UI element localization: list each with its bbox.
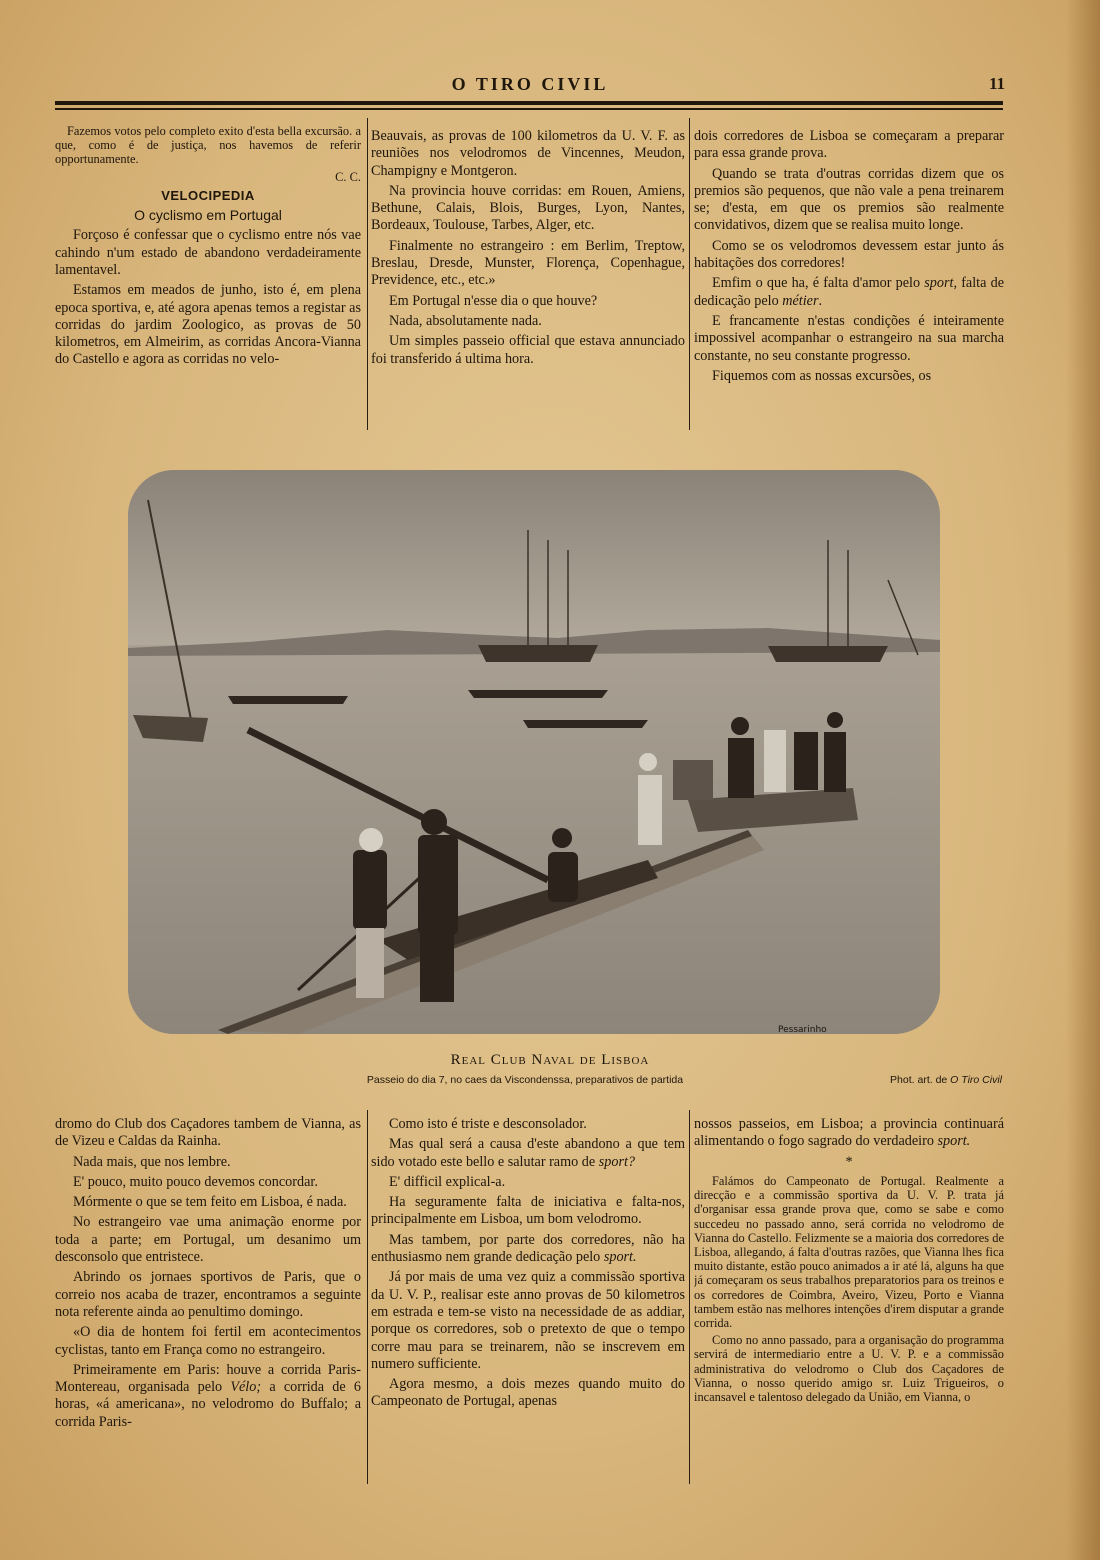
paragraph: Mas qual será a causa d'este abandono a que tem sido votado este bello e salutar ramo de sport? (371, 1136, 685, 1170)
top-column-3 (694, 128, 1004, 430)
paragraph: Nada, absolutamente nada. (389, 312, 542, 329)
section-subheading: O cyclismo em Portugal (134, 207, 282, 224)
paragraph: Abrindo os jornaes sportivos de Paris, que o correio nos acaba de trazer, encontramos a seguinte nota referente ainda ao penultimo domingo. (55, 1269, 361, 1320)
paragraph: nossos passeios, em Lisboa; a provincia continuará alimentando o fogo sagrado do verdadeiro sport. (694, 1116, 1004, 1150)
paragraph: Agora mesmo, a dois mezes quando muito do Campeonato de Portugal, apenas (371, 1376, 685, 1410)
section-separator-asterisk: * (845, 1153, 853, 1170)
paragraph: dois corredores de Lisboa se começaram a preparar para essa grande prova. (694, 128, 1004, 162)
italic-word: sport (924, 275, 954, 292)
paragraph: E' difficil explical-a. (389, 1173, 506, 1190)
paragraph: Já por mais de uma vez quiz a commissão sportiva da U. V. P., realisar este anno provas de 50 kilometros em estrada e tem-se visto na necessidade de as addiar, porque os corredores, sob o pretexto de que o tempo corre mau para se treinarem, não se inscrevem em numero sufficiente. (371, 1269, 685, 1372)
paragraph: Forçoso é confessar que o cyclismo entre nós vae cahindo n'um estado de abandono verdadeiramente lamentavel. (55, 227, 361, 278)
header-rule-thin (55, 108, 1003, 110)
photo-caption-title: Real Club Naval de Lisboa (450, 1052, 650, 1068)
paragraph: Um simples passeio official que estava annunciado foi transferido á ultima hora. (371, 333, 685, 367)
bottom-column-2 (371, 1116, 685, 1486)
paragraph: Como isto é triste e desconsolador. (389, 1116, 587, 1132)
paragraph: Falámos do Campeonato de Portugal. Realmente a direcção e a commissão sportiva da U. V. P. trata já d'organisar essa grande prova que, como se sabe e como succedeu no passado anno, será corrida no velodromo de Vianna do Castello. Felizmente se a maioria dos corredores de Lisboa, allegando, á falta d'outras razões, que Vianna lhes fica muito distante, estão pouco animados a ir até lá, alguns ha que já começaram os seus trabalhos preparatorios para os treinos e os corredores de Coimbra, Aveiro, Vizeu, Porto e Vianna tambem estão nas melhores intenções d'irem disputar a grande corrida. (694, 1173, 1004, 1330)
column-divider (367, 1110, 368, 1484)
paragraph: Fiquemos com as nossas excursões, os (712, 367, 932, 384)
paragraph: E' pouco, muito pouco devemos concordar. (73, 1173, 318, 1190)
masthead-title: O TIRO CIVIL (451, 74, 609, 94)
paragraph: Na provincia houve corridas: em Rouen, Amiens, Bethune, Calais, Blois, Burges, Lyon, Nantes, Bordeaux, Toulouse, Tarbes, Alger, etc. (371, 182, 685, 234)
paragraph: E francamente n'estas condições é inteiramente impossivel acompanhar o estrangeiro na sua marcha constante, no seu constante progresso. (694, 312, 1004, 364)
header-rule-thick (55, 101, 1003, 105)
top-column-1 (55, 124, 361, 430)
paragraph: Ha seguramente falta de iniciativa e falta-nos, principalmente em Lisboa, um bom velodromo. (371, 1194, 685, 1228)
italic-word: Vélo; (230, 1379, 262, 1396)
paragraph: Mórmente o que se tem feito em Lisboa, é nada. (73, 1194, 347, 1211)
page-header (55, 74, 1005, 100)
section-heading: VELOCIPEDIA (161, 187, 255, 203)
paragraph: Como se os velodromos devessem estar junto ás habitações dos corredores! (694, 237, 1004, 272)
credit-publication: O Tiro Civil (950, 1074, 1002, 1086)
italic-word: métier (782, 292, 819, 309)
paragraph: Quando se trata d'outras corridas dizem que os premios são pequenos, que não vale a pena treinarem se; d'esta, em que os premios são realmente convidativos, dizem que se realisa muito longe. (694, 165, 1004, 234)
paragraph: Emfim o que ha, é falta d'amor pelo sport, falta de dedicação pelo métier. (694, 275, 1004, 309)
column-divider (689, 118, 690, 430)
intro-paragraph: Fazemos votos pelo completo exito d'esta bella excursão. a que, como é de justiça, nos havemos de referir opportunamente. (55, 124, 361, 167)
paragraph: dromo do Club dos Caçadores tambem de Vianna, as de Vizeu e Caldas da Rainha. (55, 1116, 361, 1150)
halftone-photograph (128, 470, 940, 1034)
top-column-2 (371, 128, 685, 430)
paragraph: Nada mais, que nos lembre. (73, 1153, 231, 1170)
signature: C. C. (335, 169, 361, 184)
bottom-column-1 (55, 1116, 361, 1486)
bottom-column-3 (694, 1116, 1004, 1486)
paragraph: Estamos em meados de junho, isto é, em plena epoca sportiva, e, até agora apenas temos a registar as corridas do jardim Zoologico, as provas de 50 kilometros, em Almeirim, as corridas Ancora-Vianna do Castello e agora as corridas no velo- (55, 282, 361, 368)
paragraph: Primeiramente em Paris: houve a corrida Paris-Montereau, organisada pelo Vélo; a corrida de 6 horas, «á americana», no velodromo do Buffalo; a corrida Paris- (55, 1361, 361, 1430)
paragraph: Finalmente no estrangeiro : em Berlim, Treptow, Breslau, Dresde, Munster, Florença, Copenhague, Previdence, etc., etc.» (371, 237, 685, 289)
italic-word: sport. (937, 1133, 971, 1150)
photo-credit: Phot. art. de O Tiro Civil (890, 1074, 1002, 1086)
page-number: 11 (988, 74, 1005, 93)
photo-engraver-signature: Pessarinho (778, 1025, 827, 1034)
column-divider (367, 118, 368, 430)
italic-word: sport. (603, 1249, 637, 1266)
paragraph: Beauvais, as provas de 100 kilometros da U. V. F. as reuniões nos velodromos de Vincennes, Meudon, Champigny e Montgeron. (371, 128, 685, 179)
paragraph: «O dia de hontem foi fertil em acontecimentos cyclistas, tanto em França como no estrangeiro. (55, 1324, 361, 1358)
paragraph: Em Portugal n'esse dia o que houve? (389, 292, 598, 309)
paragraph: Como no anno passado, para a organisação do programma servirá de intermediario entre a U. V. P. e a commissão administrativa do velodromo o Club dos Caçadores de Vianna, o nosso querido amigo sr. Luiz Trigueiros, o incansavel e talentoso delegado da União, em Vianna, o (694, 1333, 1004, 1404)
italic-word: sport? (598, 1153, 635, 1170)
paragraph: No estrangeiro vae uma animação enorme por toda a parte; em Portugal, um desanimo um desconsolo que entristece. (55, 1214, 361, 1266)
column-divider (689, 1110, 690, 1484)
photo-caption-subtitle: Passeio do dia 7, no caes da Viscondenssa, preparativos de partida (366, 1074, 684, 1086)
paragraph: Mas tambem, por parte dos corredores, não ha enthusiasmo nem grande dedicação pelo sport. (371, 1231, 685, 1266)
